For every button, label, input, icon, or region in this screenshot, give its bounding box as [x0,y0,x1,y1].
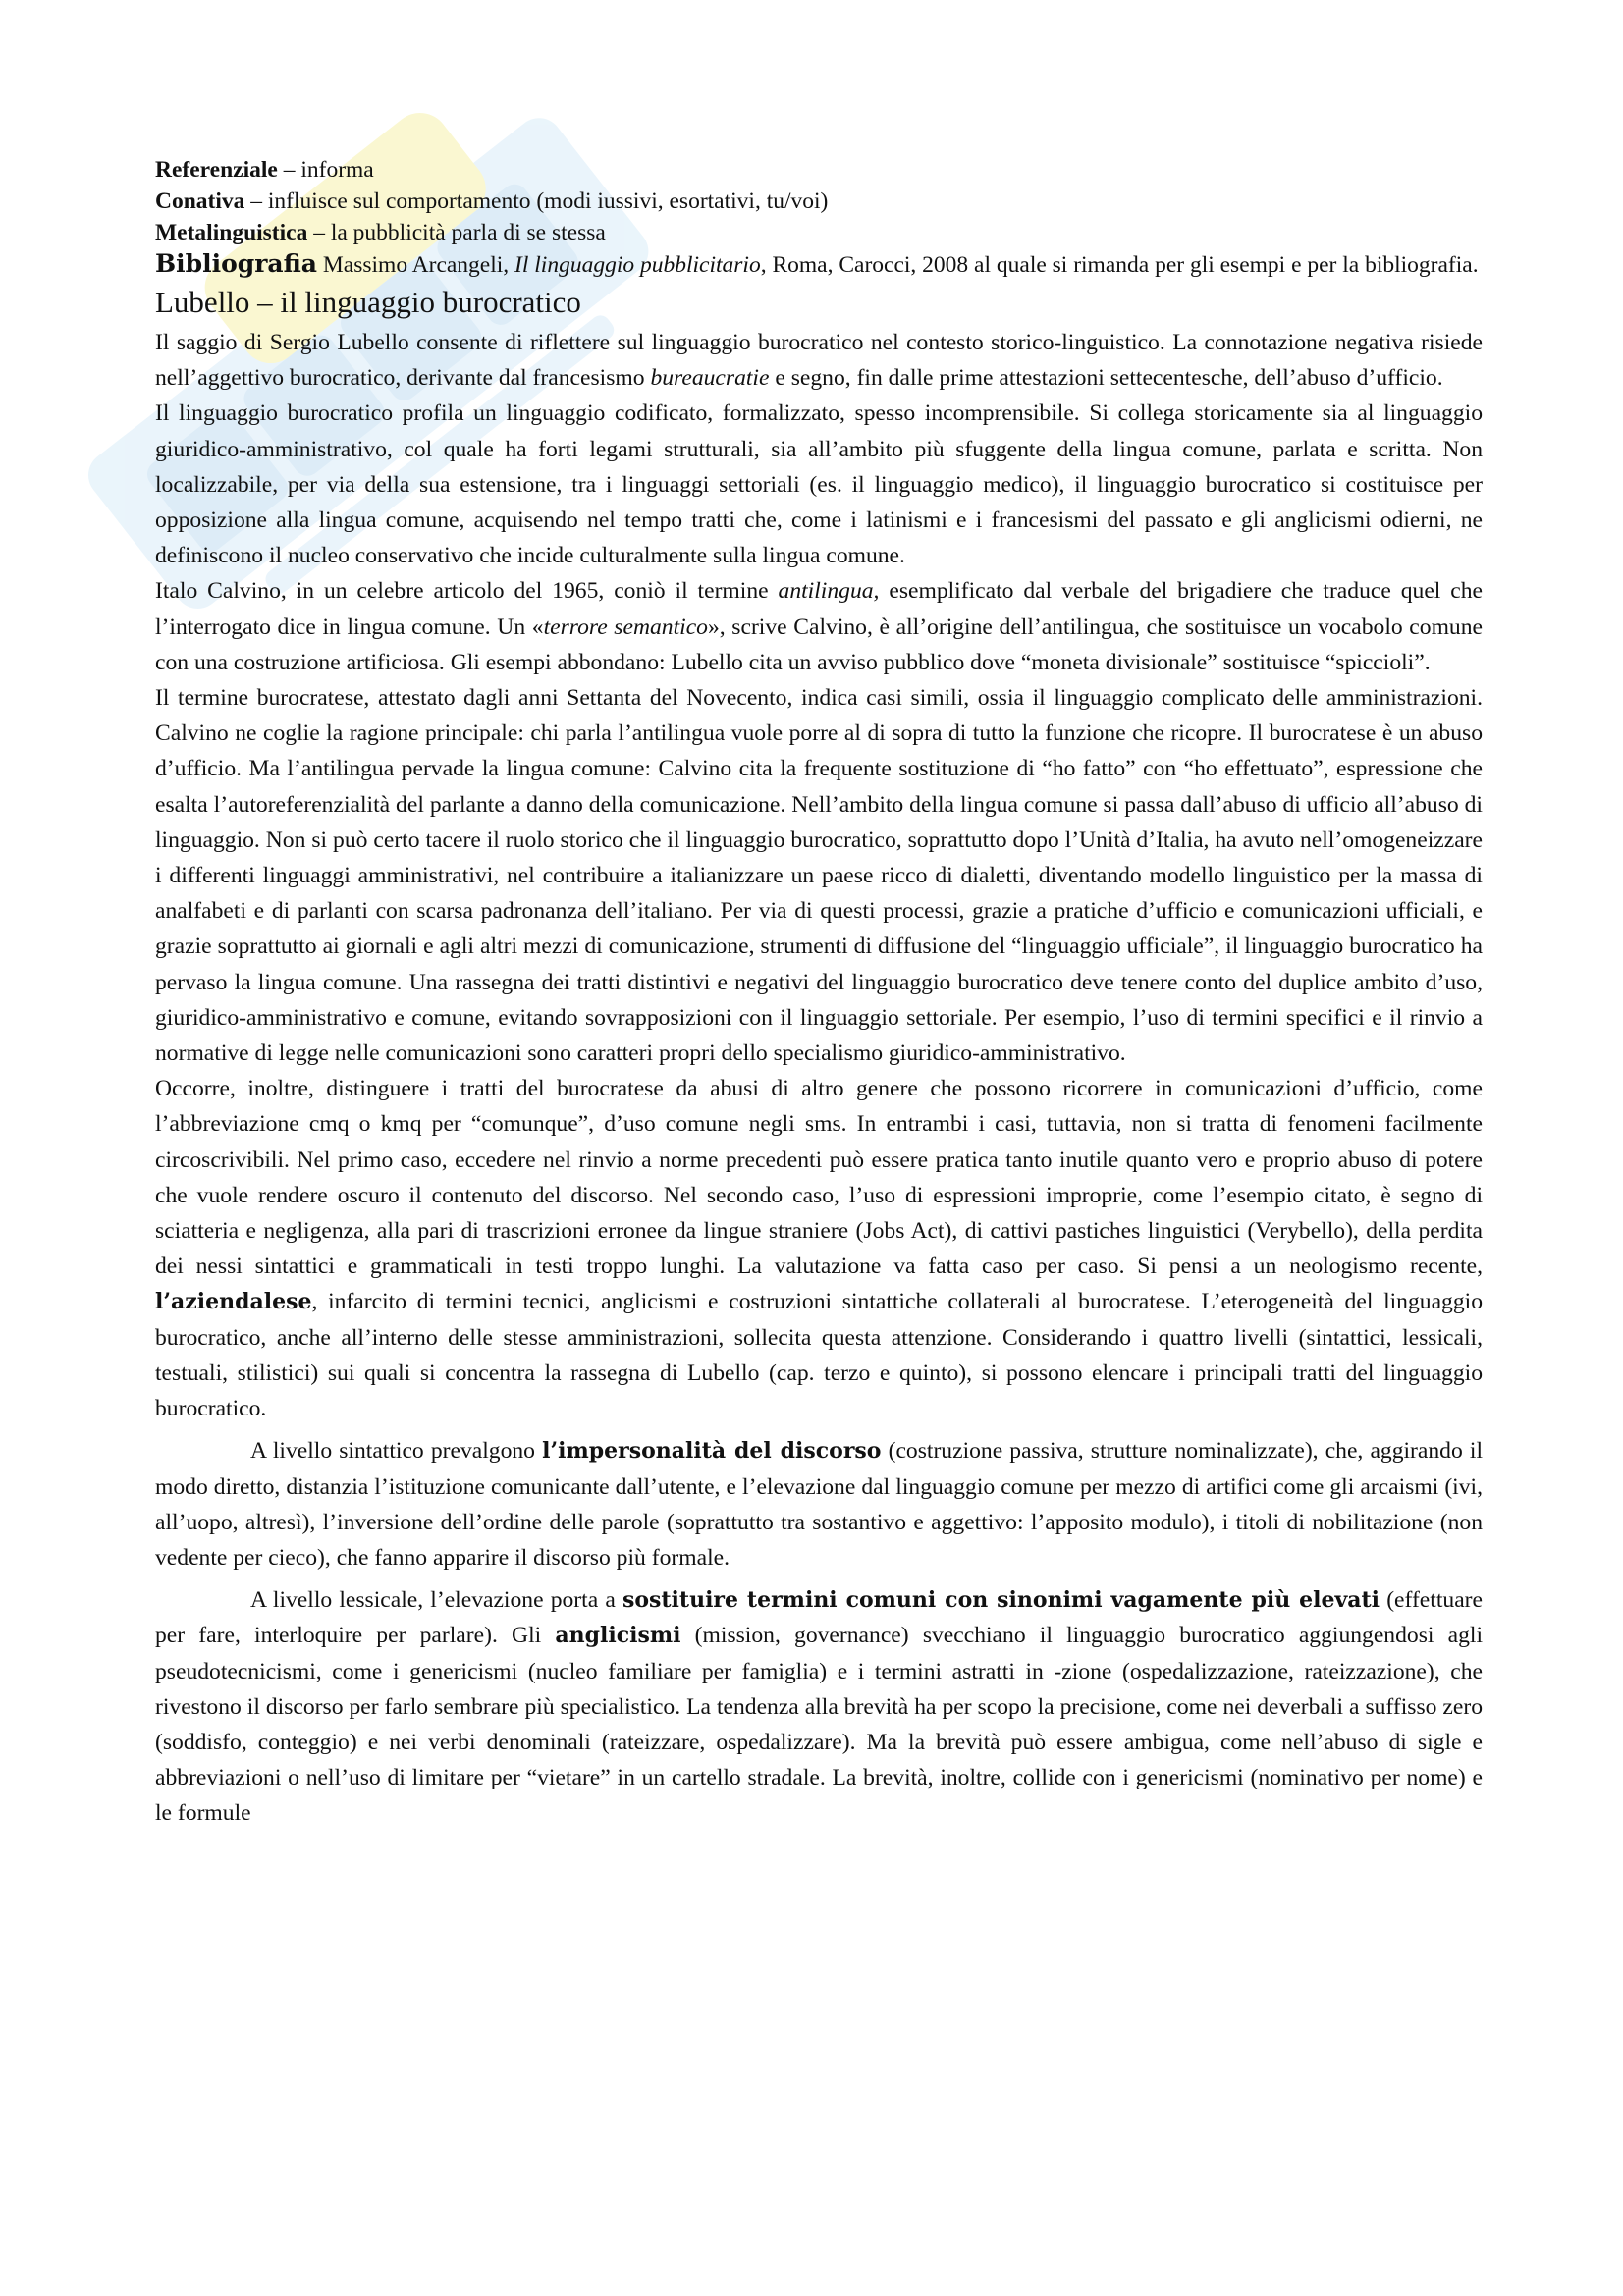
p6-text-b: (costruzione passiva, strutture nominalizzate), che, aggirando il modo diretto, distanzia l’istituzione comunicante dall’utente, e l’elevazione dal linguaggio comune per mezzo di artifici come gli arcaismi (ivi, all’uopo, altresì), l’inversione dell’ordine delle parole (soprattutto tra sostantivo e aggettivo: l’apposito modulo), i titoli di nobilitazione (non vedente per cieco), che fanno apparire il discorso più formale. [155,1438,1483,1571]
term-referenziale: Referenziale [155,157,278,183]
p6-text-a: A livello sintattico prevalgono [250,1438,543,1465]
p5-text-b: , infarcito di termini tecnici, anglicismi e costruzioni sintattiche collaterali al burocratese. L’eterogeneità del linguaggio burocratico, anche all’interno delle stesse amministrazioni, sollecita questa attenzione. Considerando i quattro livelli (sintattici, lessicali, testuali, stilistici) sui quali si concentra la rassegna di Lubello (cap. terzo e quinto), si possono elencare i principali tratti del linguaggio burocratico. [155,1289,1483,1422]
function-conativa [155,186,1483,217]
paragraph-5 [155,1071,1483,1426]
bibliography-details: , Roma, Carocci, 2008 al quale si rimanda per gli esempi e per la bibliografia. [760,252,1479,278]
desc-conativa: – influisce sul comportamento (modi iussivi, esortativi, tu/voi) [244,188,829,214]
paragraph-3 [155,573,1483,680]
p3-text-c: », scrive Calvino, è all’origine dell’antilingua, che sostituisce un vocabolo comune con una costruzione artificiosa. Gli esempi abbondano: Lubello cita un avviso pubblico dove “moneta divisionale” sostituisce “spiccioli”. [155,614,1483,675]
term-metalinguistica: Metalinguistica [155,220,308,245]
desc-metalinguistica: – la pubblicità parla di se stessa [307,220,606,245]
section-title: Lubello – il linguaggio burocratico [155,285,581,319]
function-metalinguistica [155,217,1483,248]
p7-text-a: A livello lessicale, l’elevazione porta a [250,1587,622,1614]
p7-text-b: (effettuare per fare, interloquire per parlare). Gli [155,1587,1483,1649]
p3-italic-antilingua: antilingua, [778,578,880,605]
document-page [155,154,1483,1832]
p1-italic: bureaucratie [650,365,770,392]
p3-italic-terrore: terrore semantico [543,614,708,640]
p5-bold-aziendalese: l’aziendalese [155,1289,312,1315]
p7-bold-sostituire: sostituire termini comuni con sinonimi vagamente più elevati [622,1587,1380,1614]
p1-text-a: Il saggio di Sergio Lubello consente di riflettere sul linguaggio burocratico nel contesto storico-linguistico. La connotazione negativa risiede nell’aggettivo burocratico, derivante dal francesismo [155,330,1483,392]
paragraph-6 [155,1433,1483,1575]
bibliography [155,248,1483,281]
desc-referenziale: – informa [277,157,374,183]
bibliography-author: Massimo Arcangeli, [317,252,515,278]
p3-text-b: esemplificato dal verbale del brigadiere che traduce quel che l’interrogato dice in lingua comune. Un « [155,578,1484,640]
p6-bold-impersonalita: l’impersonalità del discorso [542,1438,882,1465]
bibliography-title: Il linguaggio pubblicitario [514,252,761,278]
function-referenziale [155,154,1483,186]
p3-text-a: Italo Calvino, in un celebre articolo del 1965, coniò il termine [155,578,779,605]
paragraph-4: Il termine burocratese, attestato dagli anni Settanta del Novecento, indica casi simili, ossia il linguaggio complicato delle amministrazioni. Calvino ne coglie la ragione principale: chi parla l’antilingua vuole porre al di sopra di tutto la funzione che ricopre. Il burocratese è un abuso d’ufficio. Ma l’antilingua pervade la lingua comune: Calvino cita la frequente sostituzione di “ho fatto” con “ho effettuato”, espressione che esalta l’autoreferenzialità del parlante a danno della comunicazione. Nell’ambito della lingua comune si passa dall’abuso di ufficio all’abuso di linguaggio. Non si può certo tacere il ruolo storico che il linguaggio burocratico, soprattutto dopo l’Unità d’Italia, ha avuto nell’omogeneizzare i differenti linguaggi amministrativi, nel contribuire a italianizzare un paese ricco di dialetti, diventando modello linguistico per la massa di analfabeti e di parlanti con scarsa padronanza dell’italiano. Per via di questi processi, grazie a pratiche d’ufficio e comunicazioni ufficiali, e grazie soprattutto ai giornali e agli altri mezzi di comunicazione, strumenti di diffusione del “linguaggio ufficiale”, il linguaggio burocratico ha pervaso la lingua comune. Una rassegna dei tratti distintivi e negativi del linguaggio burocratico deve tenere conto del duplice ambito d’uso, giuridico-amministrativo e comune, evitando sovrapposizioni con il linguaggio settoriale. Per esempio, l’uso di termini specifici e il rinvio a normative di legge nelle comunicazioni sono caratteri propri dello specialismo giuridico-amministrativo. [155,685,1483,1067]
paragraph-1 [155,325,1483,396]
paragraph-7 [155,1582,1483,1831]
p5-text-a: Occorre, inoltre, distinguere i tratti del burocratese da abusi di altro genere che possono ricorrere in comunicazioni d’ufficio, come l’abbreviazione cmq o kmq per “comunque”, d’uso comune negli sms. In entrambi i casi, tuttavia, non si tratta di fenomeni facilmente circoscrivibili. Nel primo caso, eccedere nel rinvio a norme precedenti può essere pratica tanto inutile quanto vero e proprio abuso di potere che vuole rendere oscuro il contenuto del discorso. Nel secondo caso, l’uso di espressioni improprie, come l’esempio citato, è segno di sciatteria e negligenza, alla pari di trascrizioni erronee da lingue straniere (Jobs Act), di cattivi pastiches linguistici (Verybello), della perdita dei nessi sintattici e grammaticali in testi troppo lunghi. La valutazione va fatta caso per caso. Si pensi a un neologismo recente, [155,1076,1483,1280]
bibliography-label: Bibliografia [155,249,318,278]
p7-text-c: (mission, governance) svecchiano il linguaggio burocratico aggiungendosi agli pseudotecnicismi, come i genericismi (nucleo familiare per famiglia) e i termini astratti in -zione (ospedalizzazione, rateizzazione), che rivestono il discorso per farlo sembrare più specialistico. La tendenza alla brevità ha per scopo la precisione, come nei deverbali a suffisso zero (soddisfo, conteggio) e nei verbi denominali (rateizzare, ospedalizzare). Ma la brevità può essere ambigua, come nell’abuso di sigle e abbreviazioni o nell’uso di limitare per “vietare” in un cartello stradale. La brevità, inoltre, collide con i genericismi (nominativo per nome) e le formule [155,1623,1483,1827]
p1-text-b: e segno, fin dalle prime attestazioni settecentesche, dell’abuso d’ufficio. [769,365,1443,392]
term-conativa: Conativa [155,188,245,214]
p7-bold-anglicismi: anglicismi [555,1623,681,1649]
paragraph-2: Il linguaggio burocratico profila un linguaggio codificato, formalizzato, spesso incomprensibile. Si collega storicamente sia al linguaggio giuridico-amministrativo, col quale ha forti legami strutturali, sia all’ambito più sfuggente della lingua comune, parlata e scritta. Non localizzabile, per via della sua estensione, tra i linguaggi settoriali (es. il linguaggio medico), il linguaggio burocratico si costituisce per opposizione alla lingua comune, acquisendo nel tempo tratti che, come i latinismi e i francesismi del passato e gli anglicismi odierni, ne definiscono il nucleo conservativo che incide culturalmente sulla lingua comune. [155,400,1483,569]
